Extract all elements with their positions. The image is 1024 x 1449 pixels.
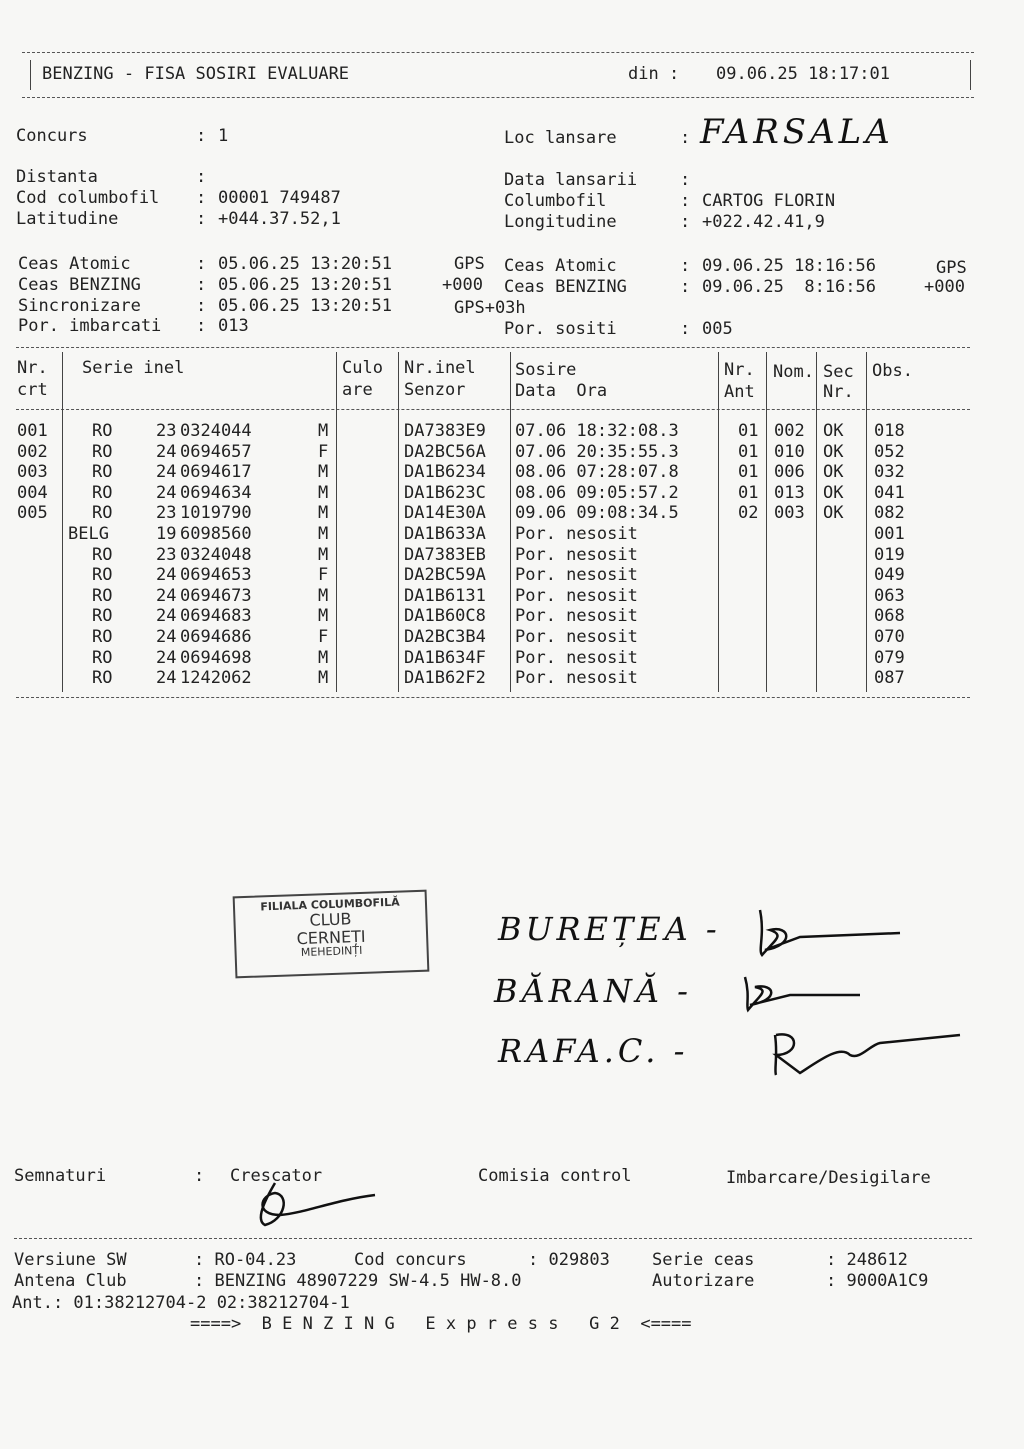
suffix-ceas-benzing-end: +000 [924,277,965,297]
cell-ring: 0694634 [180,482,252,503]
header-title: BENZING - FISA SOSIRI EVALUARE [42,64,350,84]
cell-sec: OK [823,482,844,503]
col-divider-serie [336,352,337,692]
cell-ring: 0694657 [180,441,252,462]
sep-por-imbarcati: : [196,316,207,336]
cell-sosire: Por. nesosit [515,647,638,668]
cell-ring: 0324044 [180,421,252,441]
cell-year: 24 [156,668,177,689]
th-sec-line1: Sec [823,362,854,382]
label-ceas-atomic-end: Ceas Atomic [504,256,617,276]
cell-ant: 01 [738,462,759,483]
cell-sosire: 08.06 07:28:07.8 [515,462,679,483]
signatures-label: Semnaturi [14,1166,107,1186]
cell-sec: OK [823,421,844,441]
value-sincronizare: 05.06.25 13:20:51 [218,296,392,316]
header-datetime: 09.06.25 18:17:01 [716,64,890,84]
cell-year: 24 [156,627,177,647]
cell-country: RO [92,647,113,668]
cell-year: 23 [156,544,177,565]
footer-antena-label: Antena Club [14,1271,127,1291]
cell-country: RO [92,544,113,565]
th-sosire: Sosire [515,360,577,380]
cell-sec: OK [823,462,844,483]
th-obs: Obs. [872,361,913,381]
col-divider-nr [62,352,63,692]
cell-sex: F [318,441,329,462]
cell-sosire: Por. nesosit [515,606,638,627]
col-divider-sosire [718,352,719,692]
footer-cod-value: : 029803 [528,1250,610,1270]
cell-ant: 01 [738,421,759,441]
sep-ceas-atomic-start: : [196,254,207,274]
cell-sex: F [318,565,329,586]
cell-year: 24 [156,606,177,627]
value-loc-lansare-handwritten: FARSALA [700,112,894,152]
suffix-ceas-atomic-end: GPS [936,258,967,278]
cell-ring: 1242062 [180,668,252,689]
cell-sensor: DA1B633A [404,524,486,544]
footer-serie-label: Serie ceas [652,1250,755,1270]
cell-country: RO [92,503,113,524]
footer-versiune-value: : RO-04.23 [194,1250,297,1270]
cell-sosire: Por. nesosit [515,524,638,544]
col-divider-ant [766,352,767,692]
cell-nom: 013 [774,482,805,503]
stamp-line3: CERNEȚI [296,926,366,948]
cell-year: 24 [156,462,177,483]
cell-ring: 0694686 [180,627,252,647]
cell-country: RO [92,627,113,647]
sep-latitudine: : [196,209,207,229]
th-serie-inel: Serie inel [82,358,185,378]
cell-sensor: DA1B60C8 [404,606,486,627]
cell-obs: 018 [874,421,905,441]
signature-name-rafac: RAFA.C. - [498,1032,689,1070]
sep-por-sositi: : [680,319,691,339]
cell-year: 24 [156,482,177,503]
th-data-ora: Data Ora [515,381,608,401]
cell-nr: 001 [17,421,48,441]
cell-obs: 063 [874,585,905,606]
cell-year: 23 [156,421,177,441]
sep-cod-columbofil: : [196,188,207,208]
cell-sex: M [318,585,329,606]
th-nr-line2: crt [17,380,48,400]
value-concurs: 1 [218,126,229,146]
cell-obs: 019 [874,544,905,565]
th-nr-ant-line1: Nr. [724,360,755,380]
cell-country: RO [92,668,113,689]
cell-country: BELG [68,524,109,544]
label-cod-columbofil: Cod columbofil [16,188,160,208]
cell-obs: 049 [874,565,905,586]
cell-sosire: Por. nesosit [515,565,638,586]
table-header-border [16,409,970,410]
th-nr-line1: Nr. [17,358,48,378]
club-stamp [233,890,430,979]
footer-antenna-ids: Ant.: 01:38212704-2 02:38212704-1 [12,1293,350,1313]
cell-ant: 01 [738,441,759,462]
cell-country: RO [92,421,113,441]
cell-sex: M [318,421,329,441]
cell-nr: 002 [17,441,48,462]
cell-year: 19 [156,524,177,544]
cell-nom: 010 [774,441,805,462]
cell-year: 24 [156,565,177,586]
label-columbofil: Columbofil [504,191,607,211]
value-columbofil: CARTOG FLORIN [702,191,836,211]
th-senzor: Senzor [404,380,466,400]
cell-country: RO [92,606,113,627]
suffix-ceas-atomic-start: GPS [454,254,485,274]
th-nr-ant-line2: Ant [724,382,755,402]
stamp-line2: CLUB [309,909,352,930]
footer-autorizare-label: Autorizare [652,1271,755,1291]
cell-sex: F [318,627,329,647]
cell-nom: 003 [774,503,805,524]
sep-concurs: : [196,126,207,146]
cell-country: RO [92,482,113,503]
cell-sensor: DA7383EB [404,544,486,565]
sep-loc-lansare: : [680,128,691,148]
cell-sensor: DA1B623C [404,482,486,503]
th-culoare-line1: Culo [342,358,383,378]
cell-obs: 079 [874,647,905,668]
label-distanta: Distanta [16,167,98,187]
header-top-border [22,52,974,53]
cell-sosire: 07.06 18:32:08.3 [515,421,679,441]
th-sec-line2: Nr. [823,382,854,402]
cell-country: RO [92,585,113,606]
label-loc-lansare: Loc lansare [504,128,617,148]
label-ceas-atomic-start: Ceas Atomic [18,254,131,274]
sep-columbofil: : [680,191,691,211]
cell-year: 24 [156,441,177,462]
cell-sensor: DA1B6234 [404,462,486,483]
cell-sex: M [318,524,329,544]
sep-ceas-atomic-end: : [680,256,691,276]
value-ceas-benzing-end: 09.06.25 8:16:56 [702,277,876,297]
signature-name-barana: BĂRANĂ - [494,972,692,1010]
th-nr-inel: Nr.inel [404,358,476,378]
cell-ring: 0694617 [180,462,252,483]
cell-obs: 052 [874,441,905,462]
cell-sex: M [318,503,329,524]
col-divider-sec [866,352,867,692]
signature-name-buretea: BUREȚEA - [498,910,721,948]
value-ceas-atomic-end: 09.06.25 18:16:56 [702,256,876,276]
signature-crescator-label: Crescator [230,1166,323,1186]
cell-sensor: DA14E30A [404,503,486,524]
cell-sec: OK [823,503,844,524]
cell-sex: M [318,647,329,668]
cell-sosire: Por. nesosit [515,668,638,689]
value-por-sositi: 005 [702,319,733,339]
crescator-signature-scribble [245,1175,385,1235]
cell-ring: 0694683 [180,606,252,627]
cell-nom: 006 [774,462,805,483]
cell-sex: M [318,482,329,503]
cell-obs: 032 [874,462,905,483]
label-data-lansarii: Data lansarii [504,170,638,190]
cell-sensor: DA1B6131 [404,585,486,606]
cell-sex: M [318,544,329,565]
cell-country: RO [92,565,113,586]
cell-sex: M [318,606,329,627]
cell-obs: 070 [874,627,905,647]
sep-data-lansarii: : [680,170,691,190]
cell-sosire: 07.06 20:35:55.3 [515,441,679,462]
cell-year: 24 [156,585,177,606]
header-right-border [970,60,971,90]
value-latitudine: +044.37.52,1 [218,209,341,229]
label-latitudine: Latitudine [16,209,119,229]
cell-nr: 003 [17,462,48,483]
cell-ring: 1019790 [180,503,252,524]
label-por-imbarcati: Por. imbarcati [18,316,162,336]
sep-ceas-benzing-start: : [196,275,207,295]
cell-country: RO [92,462,113,483]
cell-ring: 6098560 [180,524,252,544]
th-culoare-line2: are [342,380,373,400]
footer-antena-value: : BENZING 48907229 SW-4.5 HW-8.0 [194,1271,522,1291]
col-divider-culoare [398,352,399,692]
footer-serie-value: : 248612 [826,1250,908,1270]
cell-ring: 0324048 [180,544,252,565]
table-top-border [16,347,970,348]
suffix-sincronizare: GPS+03h [454,298,526,318]
signature-comisia-label: Comisia control [478,1166,632,1186]
signatures-sep: : [194,1166,205,1186]
suffix-ceas-benzing-start: +000 [442,275,483,295]
cell-sensor: DA1B62F2 [404,668,486,689]
cell-sensor: DA2BC59A [404,565,486,586]
footer-divider [14,1238,972,1239]
commission-signature-scribbles [740,895,980,1085]
cell-sec: OK [823,441,844,462]
cell-sensor: DA7383E9 [404,421,486,441]
cell-sex: M [318,462,329,483]
cell-obs: 082 [874,503,905,524]
cell-sosire: Por. nesosit [515,544,638,565]
value-ceas-benzing-start: 05.06.25 13:20:51 [218,275,392,295]
cell-year: 24 [156,647,177,668]
footer-autorizare-value: : 9000A1C9 [826,1271,929,1291]
cell-obs: 041 [874,482,905,503]
header-din-label: din : [628,64,680,84]
stamp-line4: MEHEDINȚI [300,944,363,960]
value-cod-columbofil: 00001 749487 [218,188,341,208]
sep-ceas-benzing-end: : [680,277,691,297]
cell-obs: 001 [874,524,905,544]
cell-sensor: DA2BC3B4 [404,627,486,647]
cell-ring: 0694673 [180,585,252,606]
label-por-sositi: Por. sositi [504,319,617,339]
cell-ring: 0694698 [180,647,252,668]
cell-year: 23 [156,503,177,524]
cell-ant: 01 [738,482,759,503]
col-divider-senzor [510,352,511,692]
cell-sensor: DA2BC56A [404,441,486,462]
cell-sosire: 08.06 09:05:57.2 [515,482,679,503]
cell-ring: 0694653 [180,565,252,586]
signature-imbarcare-label: Imbarcare/Desigilare [726,1168,931,1188]
cell-sosire: Por. nesosit [515,627,638,647]
header-bottom-border [22,97,974,98]
value-ceas-atomic-start: 05.06.25 13:20:51 [218,254,392,274]
footer-versiune-label: Versiune SW [14,1250,127,1270]
cell-nr: 005 [17,503,48,524]
cell-obs: 087 [874,668,905,689]
table-bottom-border [16,697,970,698]
cell-nr: 004 [17,482,48,503]
cell-ant: 02 [738,503,759,524]
cell-sex: M [318,668,329,689]
stamp-line1: FILIALA COLUMBOFILĂ [260,895,400,914]
label-ceas-benzing-start: Ceas BENZING [18,275,141,295]
cell-sosire: 09.06 09:08:34.5 [515,503,679,524]
sep-distanta: : [196,167,207,187]
col-divider-nom [816,352,817,692]
footer-brand-line: ====> B E N Z I N G E x p r e s s G 2 <==== [190,1314,692,1334]
cell-sensor: DA1B634F [404,647,486,668]
sep-sincronizare: : [196,296,207,316]
cell-sosire: Por. nesosit [515,585,638,606]
sep-longitudine: : [680,212,691,232]
header-left-border [30,60,31,90]
value-longitudine: +022.42.41,9 [702,212,825,232]
cell-country: RO [92,441,113,462]
label-concurs: Concurs [16,126,88,146]
value-por-imbarcati: 013 [218,316,249,336]
label-sincronizare: Sincronizare [18,296,141,316]
cell-obs: 068 [874,606,905,627]
th-nom: Nom. [773,362,814,382]
label-longitudine: Longitudine [504,212,617,232]
label-ceas-benzing-end: Ceas BENZING [504,277,627,297]
footer-cod-label: Cod concurs [354,1250,467,1270]
cell-nom: 002 [774,421,805,441]
